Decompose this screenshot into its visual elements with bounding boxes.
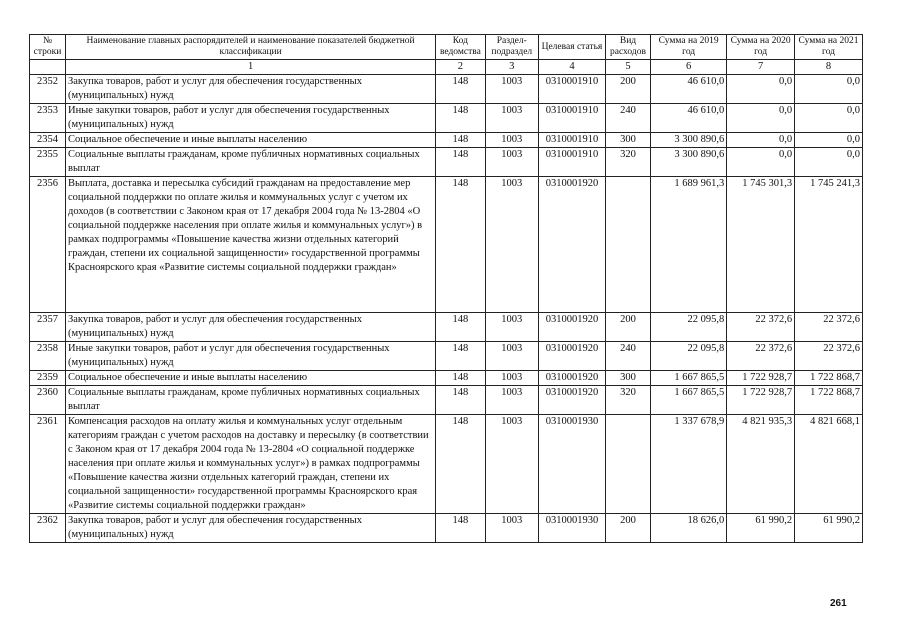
- expense-type-code: 320: [605, 148, 650, 177]
- column-number: 2: [436, 60, 485, 75]
- target-code: 0310001910: [539, 133, 606, 148]
- table-row: [30, 148, 863, 177]
- dept-code: 148: [436, 104, 485, 133]
- row-number: 2353: [30, 104, 66, 133]
- column-number: 1: [65, 60, 435, 75]
- expense-type-code: [605, 177, 650, 313]
- row-name: Социальные выплаты гражданам, кроме публичных нормативных социальных выплат: [65, 386, 435, 415]
- row-name: Социальное обеспечение и иные выплаты населению: [65, 133, 435, 148]
- sum-2020: 0,0: [727, 75, 795, 104]
- dept-code: 148: [436, 514, 485, 543]
- column-number: 4: [539, 60, 606, 75]
- row-number: 2360: [30, 386, 66, 415]
- header-section: Раздел-подраздел: [485, 35, 538, 60]
- sum-2021: 22 372,6: [795, 313, 863, 342]
- column-number-row: [30, 60, 863, 75]
- section-code: 1003: [485, 104, 538, 133]
- sum-2021: 0,0: [795, 148, 863, 177]
- target-code: 0310001910: [539, 148, 606, 177]
- table-row: [30, 371, 863, 386]
- header-sum-2020: Сумма на 2020 год: [727, 35, 795, 60]
- sum-2019: 1 667 865,5: [651, 386, 727, 415]
- section-code: 1003: [485, 371, 538, 386]
- sum-2020: 1 722 928,7: [727, 386, 795, 415]
- section-code: 1003: [485, 514, 538, 543]
- sum-2020: 0,0: [727, 148, 795, 177]
- expense-type-code: 240: [605, 342, 650, 371]
- expense-type-code: 200: [605, 514, 650, 543]
- target-code: 0310001920: [539, 177, 606, 313]
- expense-type-code: 320: [605, 386, 650, 415]
- row-number: 2357: [30, 313, 66, 342]
- header-target: Целевая статья: [539, 35, 606, 60]
- sum-2021: 22 372,6: [795, 342, 863, 371]
- column-number: 7: [727, 60, 795, 75]
- table-row: [30, 342, 863, 371]
- sum-2020: 22 372,6: [727, 342, 795, 371]
- section-code: 1003: [485, 177, 538, 313]
- section-code: 1003: [485, 75, 538, 104]
- table-row: [30, 133, 863, 148]
- sum-2019: 3 300 890,6: [651, 148, 727, 177]
- expense-type-code: 300: [605, 133, 650, 148]
- header-row: [30, 35, 863, 60]
- expense-type-code: [605, 415, 650, 514]
- section-code: 1003: [485, 415, 538, 514]
- sum-2020: 22 372,6: [727, 313, 795, 342]
- table-row: [30, 75, 863, 104]
- sum-2019: 3 300 890,6: [651, 133, 727, 148]
- dept-code: 148: [436, 177, 485, 313]
- sum-2021: 1 722 868,7: [795, 371, 863, 386]
- target-code: 0310001910: [539, 75, 606, 104]
- column-number: 5: [605, 60, 650, 75]
- table-row: [30, 313, 863, 342]
- expense-type-code: 200: [605, 75, 650, 104]
- row-number: 2359: [30, 371, 66, 386]
- dept-code: 148: [436, 386, 485, 415]
- row-number: 2361: [30, 415, 66, 514]
- page-number: 261: [830, 598, 847, 609]
- target-code: 0310001920: [539, 371, 606, 386]
- dept-code: 148: [436, 415, 485, 514]
- budget-table: [29, 34, 863, 543]
- row-name: Выплата, доставка и пересылка субсидий гражданам на предоставление мер социальной поддержки по оплате жилья и коммунальных услуг с учетом их доходов (в соответствии с Законом края от 17 декабря 2004 года № 13-2804 «О социальной поддержке населения при оплате жилья и коммунальных услуг») в рамках подпрограммы «Повышение качества жизни отдельных категорий граждан, степени их социальной защищенности» государственной программы Красноярского края «Развитие системы социальной поддержки граждан»: [65, 177, 435, 313]
- row-name: Закупка товаров, работ и услуг для обеспечения государственных (муниципальных) нужд: [65, 313, 435, 342]
- row-name: Закупка товаров, работ и услуг для обеспечения государственных (муниципальных) нужд: [65, 75, 435, 104]
- target-code: 0310001930: [539, 415, 606, 514]
- sum-2021: 0,0: [795, 75, 863, 104]
- expense-type-code: 200: [605, 313, 650, 342]
- dept-code: 148: [436, 371, 485, 386]
- section-code: 1003: [485, 148, 538, 177]
- sum-2019: 18 626,0: [651, 514, 727, 543]
- header-sum-2019: Сумма на 2019 год: [651, 35, 727, 60]
- target-code: 0310001910: [539, 104, 606, 133]
- row-number: 2356: [30, 177, 66, 313]
- header-row-no: № строки: [30, 35, 66, 60]
- row-number: 2362: [30, 514, 66, 543]
- header-expense-type: Вид расходов: [605, 35, 650, 60]
- sum-2021: 4 821 668,1: [795, 415, 863, 514]
- sum-2020: 4 821 935,3: [727, 415, 795, 514]
- dept-code: 148: [436, 75, 485, 104]
- section-code: 1003: [485, 133, 538, 148]
- section-code: 1003: [485, 342, 538, 371]
- sum-2019: 22 095,8: [651, 313, 727, 342]
- row-name: Социальное обеспечение и иные выплаты населению: [65, 371, 435, 386]
- sum-2021: 1 722 868,7: [795, 386, 863, 415]
- row-name: Иные закупки товаров, работ и услуг для обеспечения государственных (муниципальных) нужд: [65, 342, 435, 371]
- section-code: 1003: [485, 386, 538, 415]
- sum-2019: 1 667 865,5: [651, 371, 727, 386]
- sum-2021: 1 745 241,3: [795, 177, 863, 313]
- sum-2020: 0,0: [727, 133, 795, 148]
- table-row: [30, 386, 863, 415]
- row-name: Социальные выплаты гражданам, кроме публичных нормативных социальных выплат: [65, 148, 435, 177]
- row-name: Закупка товаров, работ и услуг для обеспечения государственных (муниципальных) нужд: [65, 514, 435, 543]
- target-code: 0310001920: [539, 386, 606, 415]
- sum-2020: 1 722 928,7: [727, 371, 795, 386]
- sum-2019: 46 610,0: [651, 75, 727, 104]
- target-code: 0310001930: [539, 514, 606, 543]
- sum-2020: 61 990,2: [727, 514, 795, 543]
- sum-2021: 0,0: [795, 133, 863, 148]
- sum-2019: 1 689 961,3: [651, 177, 727, 313]
- sum-2019: 1 337 678,9: [651, 415, 727, 514]
- sum-2021: 61 990,2: [795, 514, 863, 543]
- table-row: [30, 177, 863, 313]
- section-code: 1003: [485, 313, 538, 342]
- table-row: [30, 514, 863, 543]
- sum-2019: 22 095,8: [651, 342, 727, 371]
- row-number: 2358: [30, 342, 66, 371]
- dept-code: 148: [436, 148, 485, 177]
- dept-code: 148: [436, 342, 485, 371]
- column-number: [30, 60, 66, 75]
- column-number: 3: [485, 60, 538, 75]
- header-name: Наименование главных распорядителей и наименование показателей бюджетной классификации: [65, 35, 435, 60]
- dept-code: 148: [436, 313, 485, 342]
- target-code: 0310001920: [539, 313, 606, 342]
- expense-type-code: 240: [605, 104, 650, 133]
- dept-code: 148: [436, 133, 485, 148]
- header-sum-2021: Сумма на 2021 год: [795, 35, 863, 60]
- table-row: [30, 415, 863, 514]
- row-number: 2354: [30, 133, 66, 148]
- header-dept-code: Код ведомства: [436, 35, 485, 60]
- expense-type-code: 300: [605, 371, 650, 386]
- sum-2021: 0,0: [795, 104, 863, 133]
- column-number: 6: [651, 60, 727, 75]
- sum-2019: 46 610,0: [651, 104, 727, 133]
- target-code: 0310001920: [539, 342, 606, 371]
- row-number: 2352: [30, 75, 66, 104]
- sum-2020: 0,0: [727, 104, 795, 133]
- sum-2020: 1 745 301,3: [727, 177, 795, 313]
- row-name: Компенсация расходов на оплату жилья и коммунальных услуг отдельным категориям граждан с учетом расходов на доставку и пересылку (в соответствии с Законом края от 17 декабря 2004 года № 13-2804 «О социальной поддержке населения при оплате жилья и коммунальных услуг») в рамках подпрограммы «Повышение качества жизни отдельных категорий граждан, степени их социальной защищенности» государственной программы Красноярского края «Развитие системы социальной поддержки граждан»: [65, 415, 435, 514]
- column-number: 8: [795, 60, 863, 75]
- row-name: Иные закупки товаров, работ и услуг для обеспечения государственных (муниципальных) нужд: [65, 104, 435, 133]
- row-number: 2355: [30, 148, 66, 177]
- table-row: [30, 104, 863, 133]
